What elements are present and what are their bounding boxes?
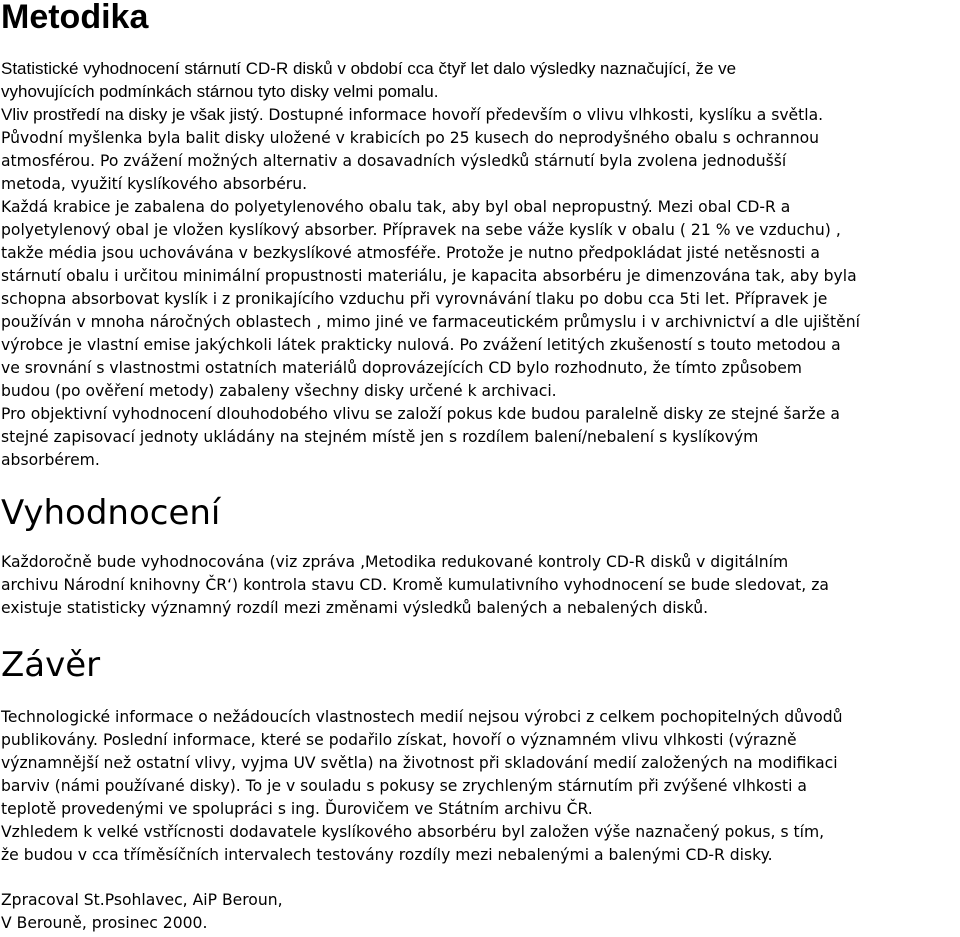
heading-zaver: Závěr [1,645,101,685]
text-segment: používán v mnoha náročných oblastech , mimo jiné ve farmaceutickém průmyslu i v archivnictví a dle ujištění [1,313,860,331]
metodika-body [1,57,959,471]
text-line [1,195,959,218]
text-segment: Kromě kumulativního vyhodnocení se bude sledovat, za [392,576,829,594]
text-segment: V Berouně, prosinec 2000. [1,914,208,932]
text-segment: schopna absorbovat kyslík i z pronikajícího vzduchu při vyrovnávání tlaku po dobu cca 5ti let. [1,290,735,308]
text-line [1,379,959,402]
text-line [1,356,959,379]
text-line [1,797,959,820]
text-segment: stejné zapisovací jednoty ukládány na stejném místě jen s rozdílem balení/nebalení s kyslíkovým [1,428,759,446]
text-segment: Vliv prostředí na disky je však jistý. [1,105,269,124]
text-line [1,241,959,264]
text-segment: že budou v cca tříměsíčních intervalech testovány rozdíly mezi nebalenými a balenými CD-R disky. [1,846,773,864]
text-line [1,172,959,195]
text-segment: Přípravek je [734,290,828,308]
text-segment: výrobce je vlastní emise jakýchkoli látek prakticky nulová. [1,336,460,354]
text-line [1,774,959,797]
text-line [1,402,959,425]
text-segment: polyetylenový obal je vložen kyslíkový absorber. [1,221,383,239]
text-line [1,264,959,287]
text-line [1,728,959,751]
text-segment: metoda, využití kyslíkového absorbéru. [1,175,308,193]
text-segment: teplotě provedenými ve spolupráci s ing. Ďurovičem ve Státním archivu ČR. [1,800,593,818]
text-line [1,550,959,573]
text-line [1,149,959,172]
text-line [1,80,959,103]
signature-block [1,888,959,934]
text-line [1,218,959,241]
text-segment: vyhovujících podmínkách stárnou tyto disky velmi pomalu. [1,82,439,101]
text-segment: Pro objektivní vyhodnocení dlouhodobého vlivu se založí pokus kde budou paralelně disky ze stejné šarže a [1,405,840,423]
text-line [1,843,959,866]
text-line [1,57,959,80]
text-segment: barviv (námi používané disky). [1,777,246,795]
text-segment: existuje statisticky významný rozdíl mezi změnami výsledků balených a nebalených disků. [1,599,709,617]
text-segment: Po zvážení letitých zkušeností s touto metodou a [459,336,841,354]
heading-metodika: Metodika [1,0,149,36]
text-segment: Každá krabice je zabalena do polyetylenového obalu tak, aby byl obal nepropustný. Mezi obal CD-R a [1,198,791,216]
text-segment: atmosférou. [1,152,101,170]
text-segment: Původní myšlenka byla balit disky uložené v krabicích po 25 kusech do neprodyšného obalu s ochrannou [1,129,820,147]
text-segment: Zpracoval St.Psohlavec, AiP Beroun, [1,891,283,909]
text-segment: Protože je nutno předpokládat jisté netěsnosti a [445,244,820,262]
text-line [1,126,959,149]
text-line [1,751,959,774]
text-line [1,911,959,934]
text-line [1,888,959,911]
text-segment: publikovány. [1,731,103,749]
text-segment: takže média jsou uchovávána v bezkyslíkové atmosféře. [1,244,446,262]
vyhodnoceni-body [1,550,959,619]
text-segment: stárnutí obalu i určitou minimální propustnosti materiálu, je kapacita absorbéru je dimenzována tak, aby byla [1,267,857,285]
text-segment: To je v souladu s pokusy se zrychleným stárnutím při zvýšené vlhkosti a [245,777,807,795]
text-segment: budou (po ověření metody) zabaleny všechny disky určené k archivaci. [1,382,557,400]
text-line [1,820,959,843]
text-line [1,448,959,471]
text-segment: Technologické informace o nežádoucích vlastnostech medií nejsou výrobci z celkem pochopitelných důvodů [1,708,843,726]
text-line [1,425,959,448]
text-segment: Přípravek na sebe váže kyslík v obalu ( 21 % ve vzduchu) , [382,221,841,239]
text-segment: Poslední informace, které se podařilo získat, hovoří o významném vlivu vlhkosti (výrazně [102,731,797,749]
zaver-body [1,705,959,866]
text-segment: Po zvážení možných alternativ a dosavadních výsledků stárnutí byla zvolena jednodušší [100,152,787,170]
text-line [1,310,959,333]
text-line [1,596,959,619]
heading-vyhodnoceni: Vyhodnocení [1,493,221,533]
text-segment: Každoročně bude vyhodnocována (viz zpráva ‚Metodika redukované kontroly CD-R disků v digitálním [1,553,789,571]
text-line [1,573,959,596]
text-line [1,333,959,356]
text-segment: Statistické vyhodnocení stárnutí CD-R disků v období cca čtyř let dalo výsledky naznačující, že ve [1,59,737,78]
text-line [1,287,959,310]
text-segment: absorbérem. [1,451,100,469]
text-segment: Vzhledem k velké vstřícnosti dodavatele kyslíkového absorbéru byl založen výše naznačený pokus, s tím, [1,823,825,841]
text-segment: ve srovnání s vlastnostmi ostatních materiálů doprovázejících CD bylo rozhodnuto, že tímto způsobem [1,359,802,377]
text-segment: archivu Národní knihovny ČR‘) kontrola stavu CD. [1,576,393,594]
text-segment: Dostupné informace hovoří především o vlivu vlhkosti, kyslíku a světla. [268,106,824,124]
text-line [1,103,959,126]
text-line [1,705,959,728]
text-segment: významnější než ostatní vlivy, vyjma UV světla) na životnost při skladování medií založených na modifikaci [1,754,838,772]
